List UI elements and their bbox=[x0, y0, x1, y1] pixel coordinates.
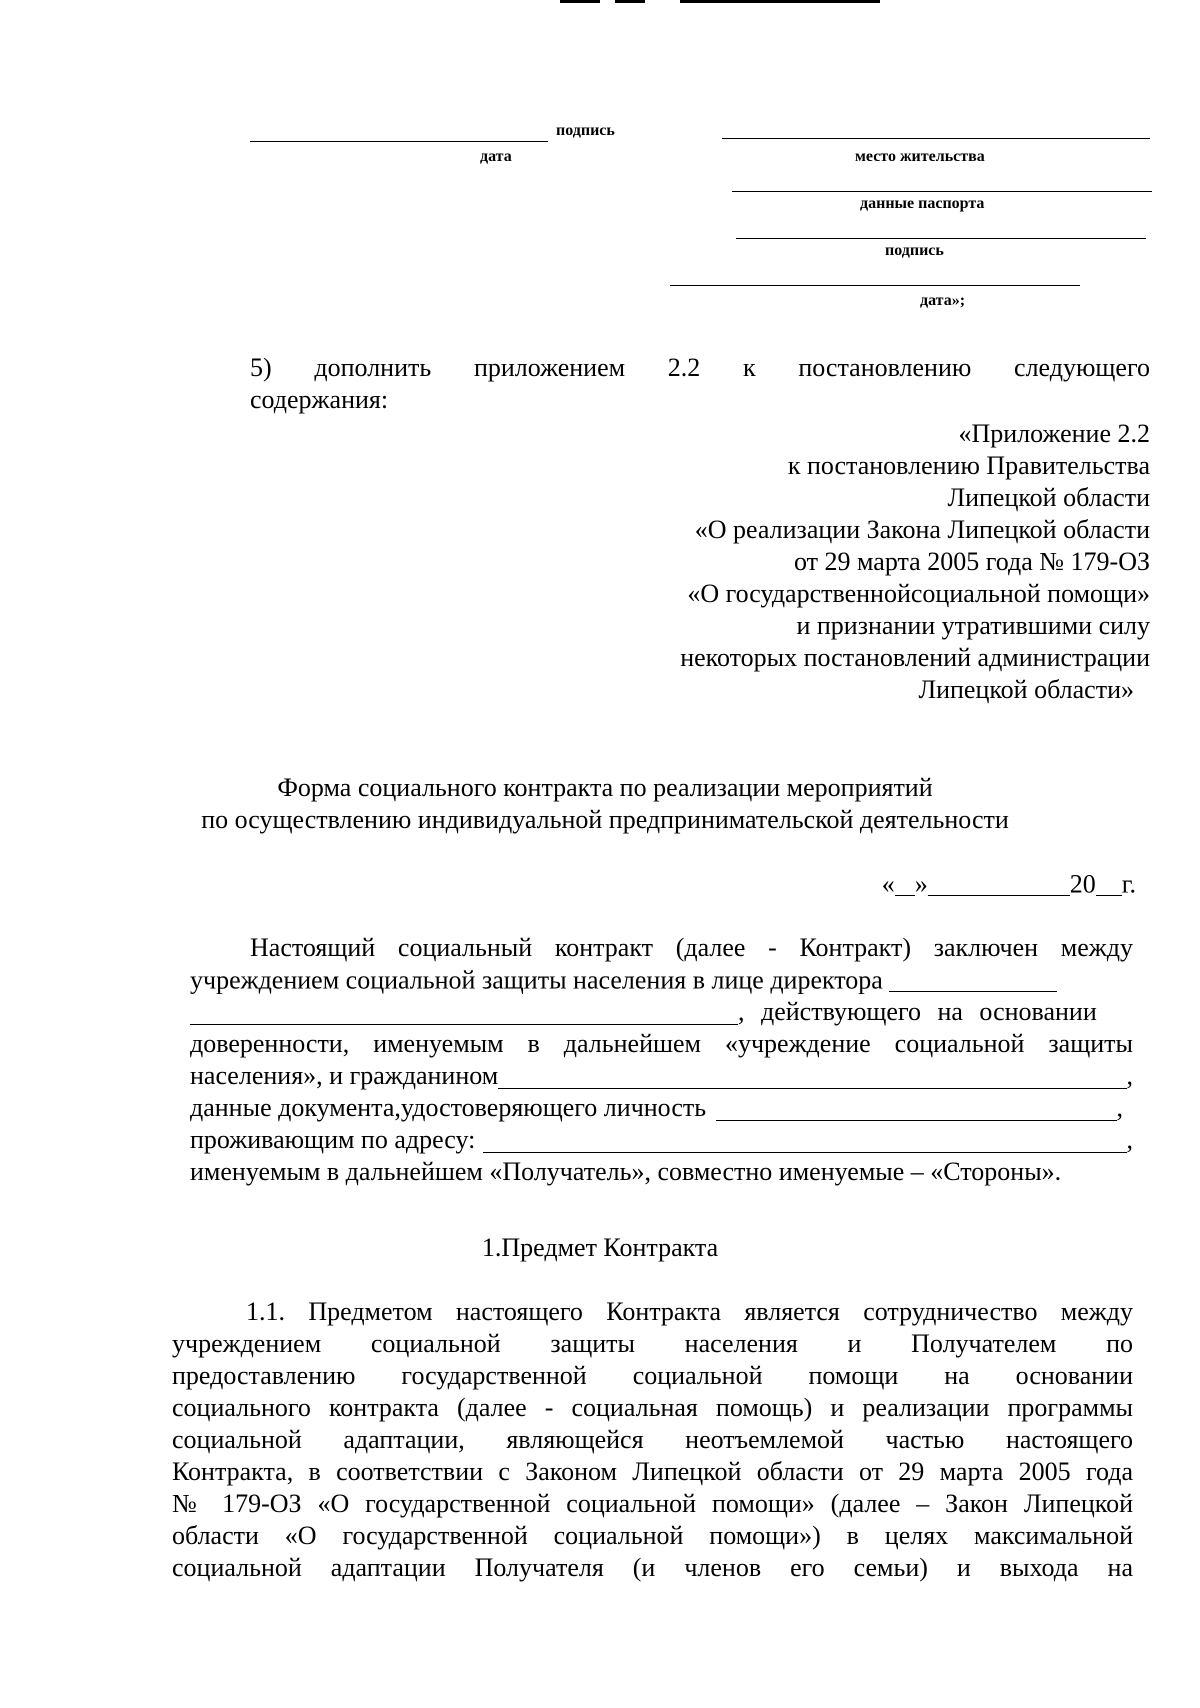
id-document-blank[interactable] bbox=[716, 1092, 1116, 1120]
section1-line: социального контракта (далее - социальная помощь) и реализации программы bbox=[172, 1393, 1133, 1422]
scan-artifact bbox=[680, 0, 880, 3]
contract-date-line bbox=[882, 868, 1136, 900]
form-title bbox=[150, 772, 1060, 836]
right-signature-line bbox=[736, 238, 1146, 239]
item5-word: постановлению bbox=[798, 353, 972, 382]
intro-text: , bbox=[1126, 1061, 1133, 1091]
intro-paragraph bbox=[190, 932, 1133, 1188]
section1-body bbox=[172, 1296, 1133, 1584]
item5-word: следующего bbox=[1014, 353, 1150, 382]
left-signature-label: подпись bbox=[556, 122, 615, 139]
appendix-line: «О реализации Закона Липецкой области bbox=[694, 515, 1150, 544]
intro-line bbox=[190, 1060, 1133, 1092]
right-signature-label: подпись bbox=[885, 242, 944, 259]
intro-line bbox=[190, 996, 1133, 1028]
intro-text: учреждением социальной защиты населения в лице директора bbox=[190, 965, 883, 995]
intro-line bbox=[190, 1028, 1133, 1060]
day-blank[interactable] bbox=[895, 868, 915, 896]
date-close-quote: » bbox=[914, 869, 928, 899]
section1-line: № 179-ОЗ «О государственной социальной помощи» (далее – Закон Липецкой bbox=[172, 1489, 1133, 1518]
residence-line bbox=[722, 138, 1150, 139]
intro-text: именуемым в дальнейшем «Получатель», совместно именуемые – «Стороны». bbox=[190, 1157, 1062, 1187]
item5-word: 2.2 bbox=[667, 353, 701, 382]
intro-line bbox=[190, 1092, 1133, 1124]
item5-line1 bbox=[250, 352, 1150, 384]
appendix-line: и признании утратившими силу bbox=[796, 611, 1150, 640]
year-suffix: г. bbox=[1121, 869, 1136, 899]
address-blank[interactable] bbox=[483, 1124, 1126, 1152]
appendix-line: «Приложение 2.2 bbox=[958, 419, 1150, 448]
intro-text: , bbox=[1126, 1125, 1133, 1155]
residence-label: место жительства bbox=[855, 148, 985, 165]
month-blank[interactable] bbox=[928, 868, 1070, 896]
section1-line: Контракта, в соответствии с Законом Липецкой области от 29 марта 2005 года bbox=[172, 1457, 1133, 1486]
intro-text: , действующего на основании bbox=[738, 997, 1097, 1027]
item5-word: приложением bbox=[473, 353, 626, 382]
right-date-line bbox=[670, 285, 1080, 286]
appendix-line: некоторых постановлений администрации bbox=[680, 643, 1150, 672]
year-prefix: 20 bbox=[1069, 869, 1096, 899]
scan-artifact bbox=[615, 0, 645, 3]
passport-label: данные паспорта bbox=[860, 195, 985, 212]
intro-line bbox=[190, 964, 1133, 996]
item5-line2: содержания: bbox=[250, 385, 389, 414]
section1-line: предоставлению государственной социальной помощи на основании bbox=[172, 1361, 1133, 1390]
section1-line: 1.1. Предметом настоящего Контракта является сотрудничество между bbox=[246, 1297, 1133, 1326]
intro-text: , bbox=[1116, 1093, 1123, 1123]
intro-line bbox=[190, 932, 1133, 964]
intro-line bbox=[190, 1124, 1133, 1156]
left-date-label: дата bbox=[480, 148, 512, 165]
scan-artifact bbox=[560, 0, 600, 3]
appendix-line: Липецкой области» bbox=[918, 675, 1134, 704]
date-open-quote: « bbox=[881, 869, 895, 899]
intro-text: доверенности, именуемым в дальнейшем «учреждение социальной защиты bbox=[190, 1029, 1133, 1059]
intro-text: проживающим по адресу: bbox=[190, 1125, 476, 1155]
form-title-line1: Форма социального контракта по реализации мероприятий bbox=[277, 773, 933, 802]
director-name-blank[interactable] bbox=[889, 964, 1057, 992]
form-title-line2: по осуществлению индивидуальной предпринимательской деятельности bbox=[201, 805, 1009, 834]
intro-line bbox=[190, 1156, 1133, 1188]
appendix-line: «О государственнойсоциальной помощи» bbox=[687, 579, 1150, 608]
section1-line: области «О государственной социальной помощи») в целях максимальной bbox=[172, 1521, 1133, 1550]
intro-text: данные документа,удостоверяющего личность bbox=[190, 1093, 707, 1123]
appendix-line: Липецкой области bbox=[947, 483, 1150, 512]
passport-line bbox=[732, 191, 1152, 192]
intro-text: Настоящий социальный контракт (далее - Контракт) заключен между bbox=[250, 933, 1133, 962]
right-date-label: дата»; bbox=[920, 292, 966, 309]
item5-word: 5) bbox=[250, 353, 272, 382]
section1-line: социальной адаптации, являющейся неотъемлемой частью настоящего bbox=[172, 1425, 1133, 1454]
citizen-name-blank[interactable] bbox=[498, 1060, 1126, 1088]
appendix-line: к постановлению Правительства bbox=[787, 451, 1150, 480]
section1-line: учреждением социальной защиты населения и Получателем по bbox=[172, 1329, 1133, 1358]
intro-text: населения», и гражданином bbox=[190, 1061, 499, 1091]
appendix-line: от 29 марта 2005 года № 179-ОЗ bbox=[793, 547, 1150, 576]
director-name-blank-2[interactable] bbox=[190, 996, 738, 1024]
section1-line: социальной адаптации Получателя (и членов его семьи) и выхода на bbox=[172, 1553, 1133, 1582]
appendix-header bbox=[450, 418, 1150, 706]
item5-word: к bbox=[743, 353, 756, 382]
year-blank[interactable] bbox=[1096, 868, 1122, 896]
left-signature-line bbox=[250, 141, 548, 142]
item5-paragraph bbox=[250, 352, 1150, 416]
section1-heading: 1.Предмет Контракта bbox=[481, 1233, 719, 1262]
item5-word: дополнить bbox=[314, 353, 432, 382]
